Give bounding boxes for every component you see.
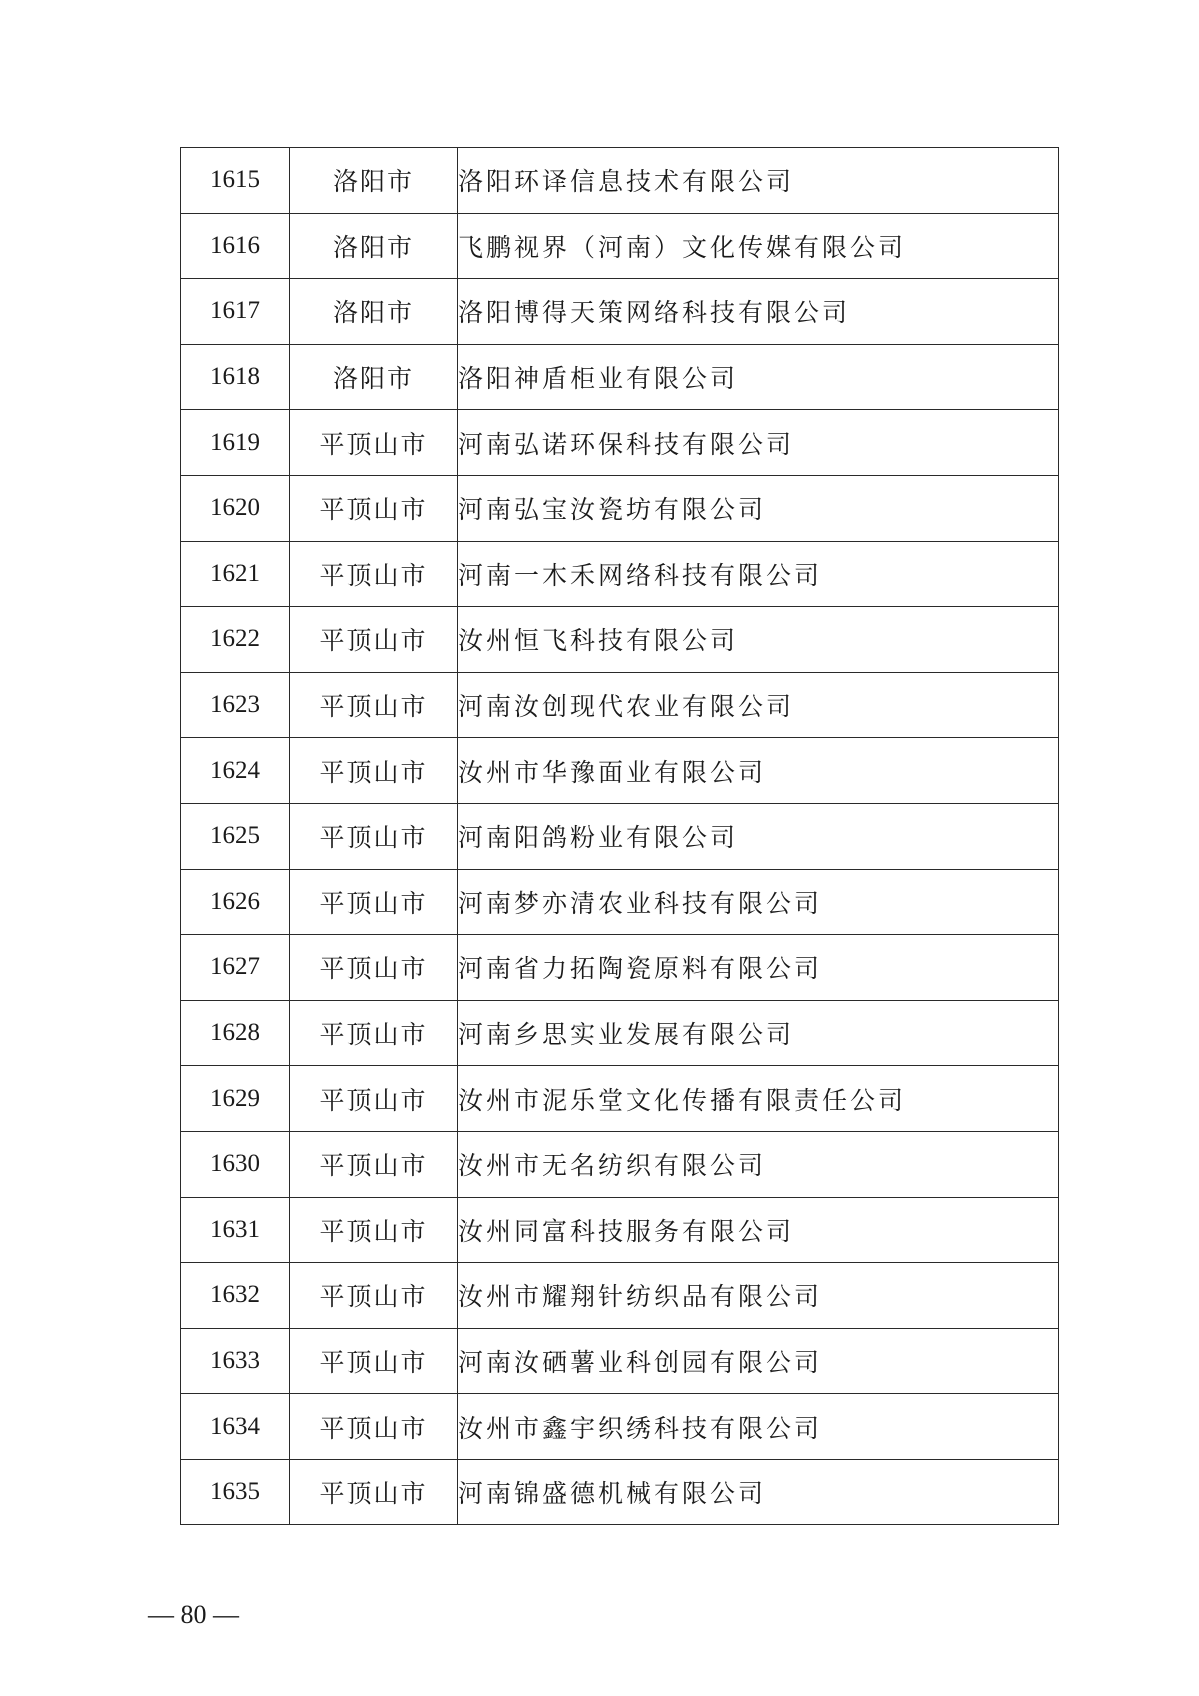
table-row <box>181 1066 1059 1132</box>
page-number: — 80 — <box>148 1600 239 1629</box>
table-row <box>181 1263 1059 1329</box>
row-company: 洛阳环译信息技术有限公司 <box>458 148 1059 214</box>
table-row <box>181 279 1059 345</box>
row-number: 1616 <box>181 213 290 279</box>
row-city: 平顶山市 <box>290 607 458 673</box>
table-row <box>181 607 1059 673</box>
table-row <box>181 344 1059 410</box>
table-row <box>181 738 1059 804</box>
table-row <box>181 541 1059 607</box>
row-city: 洛阳市 <box>290 148 458 214</box>
table-row <box>181 475 1059 541</box>
row-city: 洛阳市 <box>290 279 458 345</box>
row-city: 平顶山市 <box>290 1197 458 1263</box>
row-city: 平顶山市 <box>290 935 458 1001</box>
row-number: 1617 <box>181 279 290 345</box>
row-company: 河南锦盛德机械有限公司 <box>458 1459 1059 1525</box>
row-company: 河南弘宝汝瓷坊有限公司 <box>458 475 1059 541</box>
row-city: 平顶山市 <box>290 1066 458 1132</box>
row-company: 河南弘诺环保科技有限公司 <box>458 410 1059 476</box>
table-row <box>181 672 1059 738</box>
row-company: 汝州市耀翔针纺织品有限公司 <box>458 1263 1059 1329</box>
row-number: 1628 <box>181 1000 290 1066</box>
row-number: 1633 <box>181 1328 290 1394</box>
table-row <box>181 803 1059 869</box>
row-city: 平顶山市 <box>290 738 458 804</box>
row-city: 平顶山市 <box>290 1263 458 1329</box>
row-city: 平顶山市 <box>290 1394 458 1460</box>
row-city: 平顶山市 <box>290 475 458 541</box>
row-company: 河南梦亦清农业科技有限公司 <box>458 869 1059 935</box>
row-city: 平顶山市 <box>290 672 458 738</box>
row-company: 洛阳博得天策网络科技有限公司 <box>458 279 1059 345</box>
row-number: 1624 <box>181 738 290 804</box>
row-company: 河南乡思实业发展有限公司 <box>458 1000 1059 1066</box>
row-number: 1623 <box>181 672 290 738</box>
row-number: 1618 <box>181 344 290 410</box>
table-row <box>181 869 1059 935</box>
row-company: 河南汝创现代农业有限公司 <box>458 672 1059 738</box>
row-number: 1625 <box>181 803 290 869</box>
row-city: 洛阳市 <box>290 344 458 410</box>
row-company: 河南省力拓陶瓷原料有限公司 <box>458 935 1059 1001</box>
row-number: 1630 <box>181 1131 290 1197</box>
row-company: 河南阳鸽粉业有限公司 <box>458 803 1059 869</box>
row-city: 洛阳市 <box>290 213 458 279</box>
row-number: 1615 <box>181 148 290 214</box>
company-list-table <box>180 147 1059 1525</box>
row-company: 洛阳神盾柜业有限公司 <box>458 344 1059 410</box>
row-number: 1622 <box>181 607 290 673</box>
table-row <box>181 1394 1059 1460</box>
table-row <box>181 1197 1059 1263</box>
row-city: 平顶山市 <box>290 1131 458 1197</box>
table-row <box>181 410 1059 476</box>
row-number: 1635 <box>181 1459 290 1525</box>
row-number: 1621 <box>181 541 290 607</box>
row-city: 平顶山市 <box>290 803 458 869</box>
row-company: 汝州市泥乐堂文化传播有限责任公司 <box>458 1066 1059 1132</box>
row-company: 河南一木禾网络科技有限公司 <box>458 541 1059 607</box>
row-company: 汝州市鑫宇织绣科技有限公司 <box>458 1394 1059 1460</box>
row-city: 平顶山市 <box>290 869 458 935</box>
row-company: 汝州恒飞科技有限公司 <box>458 607 1059 673</box>
row-number: 1620 <box>181 475 290 541</box>
table-row <box>181 1328 1059 1394</box>
table-row <box>181 1000 1059 1066</box>
row-city: 平顶山市 <box>290 1459 458 1525</box>
row-city: 平顶山市 <box>290 1328 458 1394</box>
row-number: 1626 <box>181 869 290 935</box>
table-row <box>181 935 1059 1001</box>
row-company: 汝州同富科技服务有限公司 <box>458 1197 1059 1263</box>
row-company: 汝州市华豫面业有限公司 <box>458 738 1059 804</box>
row-city: 平顶山市 <box>290 541 458 607</box>
row-company: 汝州市无名纺织有限公司 <box>458 1131 1059 1197</box>
row-number: 1619 <box>181 410 290 476</box>
table-row <box>181 1459 1059 1525</box>
table-row <box>181 1131 1059 1197</box>
row-number: 1631 <box>181 1197 290 1263</box>
row-company: 飞鹏视界（河南）文化传媒有限公司 <box>458 213 1059 279</box>
row-number: 1632 <box>181 1263 290 1329</box>
row-city: 平顶山市 <box>290 1000 458 1066</box>
row-city: 平顶山市 <box>290 410 458 476</box>
table-row <box>181 213 1059 279</box>
row-number: 1634 <box>181 1394 290 1460</box>
table-row <box>181 148 1059 214</box>
company-list-body <box>181 148 1059 1525</box>
row-number: 1629 <box>181 1066 290 1132</box>
row-number: 1627 <box>181 935 290 1001</box>
row-company: 河南汝硒薯业科创园有限公司 <box>458 1328 1059 1394</box>
